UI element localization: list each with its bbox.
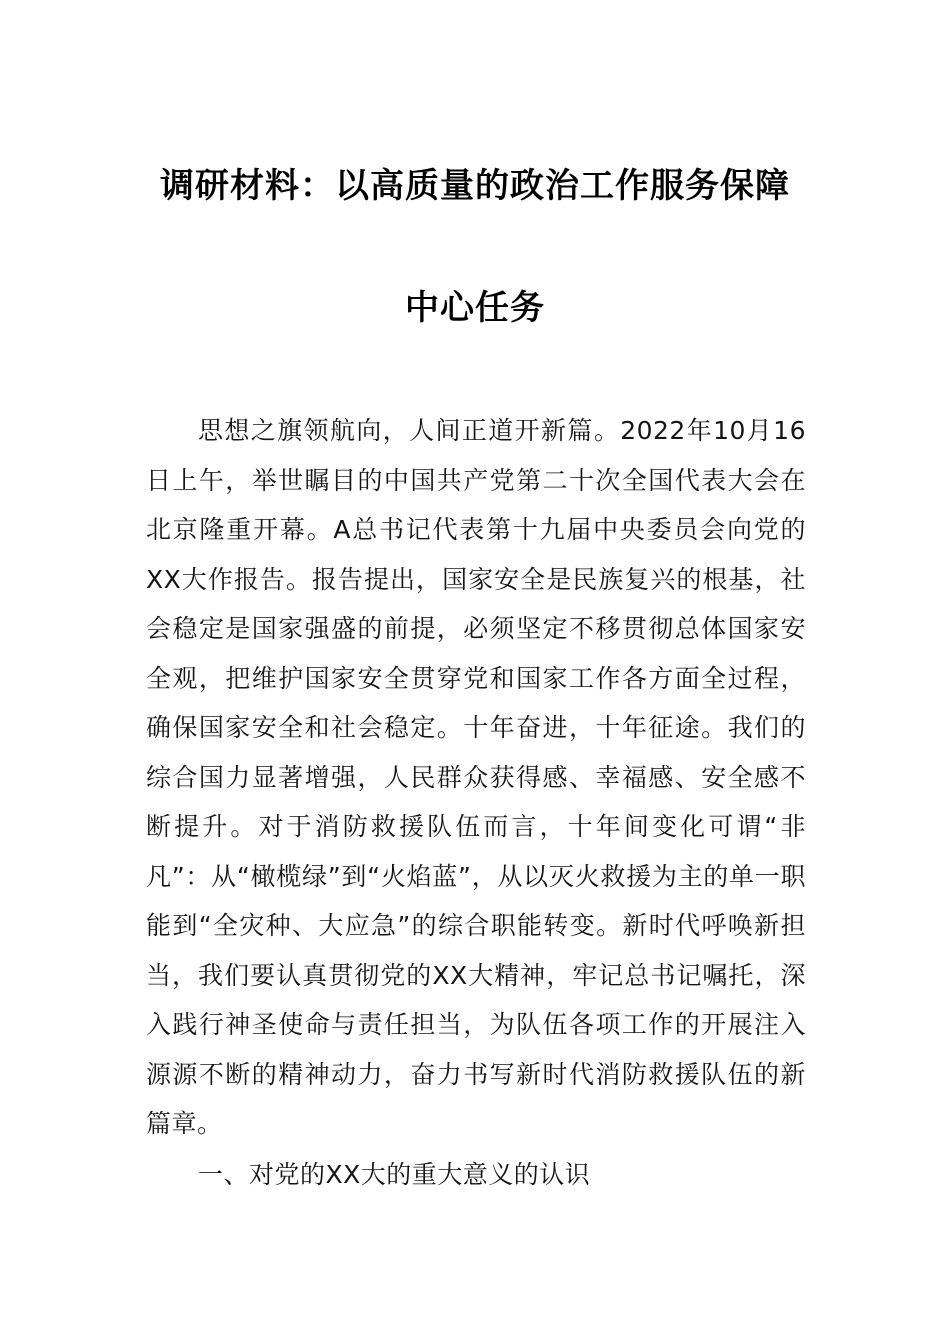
section-heading-1: 一、对党的XX大的重大意义的认识 bbox=[198, 1160, 591, 1189]
document-title-line-1: 调研材料：以高质量的政治工作服务保障 bbox=[160, 166, 790, 206]
document-title-line-2: 中心任务 bbox=[405, 288, 545, 328]
body-paragraph-1: 思想之旗领航向，人间正道开新篇。2022年10月16日上午，举世瞩目的中国共产党第二十次全国代表大会在北京隆重开幕。A总书记代表第十九届中央委员会向党的XX大作报告。报告提出，国家安全是民族复兴的根基，社会稳定是国家强盛的前提，必须坚定不移贯彻总体国家安全观，把维护国家安全贯穿党和国家工作各方面全过程，确保国家安全和社会稳定。十年奋进，十年征途。我们的综合国力显著增强，人民群众获得感、幸福感、安全感不断提升。对于消防救援队伍而言，十年间变化可谓“非凡”：从“橄榄绿”到“火焰蓝”，从以灭火救援为主的单一职能到“全灾种、大应急”的综合职能转变。新时代呼唤新担当，我们要认真贯彻党的XX大精神，牢记总书记嘱托，深入践行神圣使命与责任担当，为队伍各项工作的开展注入源源不断的精神动力，奋力书写新时代消防救援队伍的新篇章。 bbox=[146, 416, 806, 1138]
